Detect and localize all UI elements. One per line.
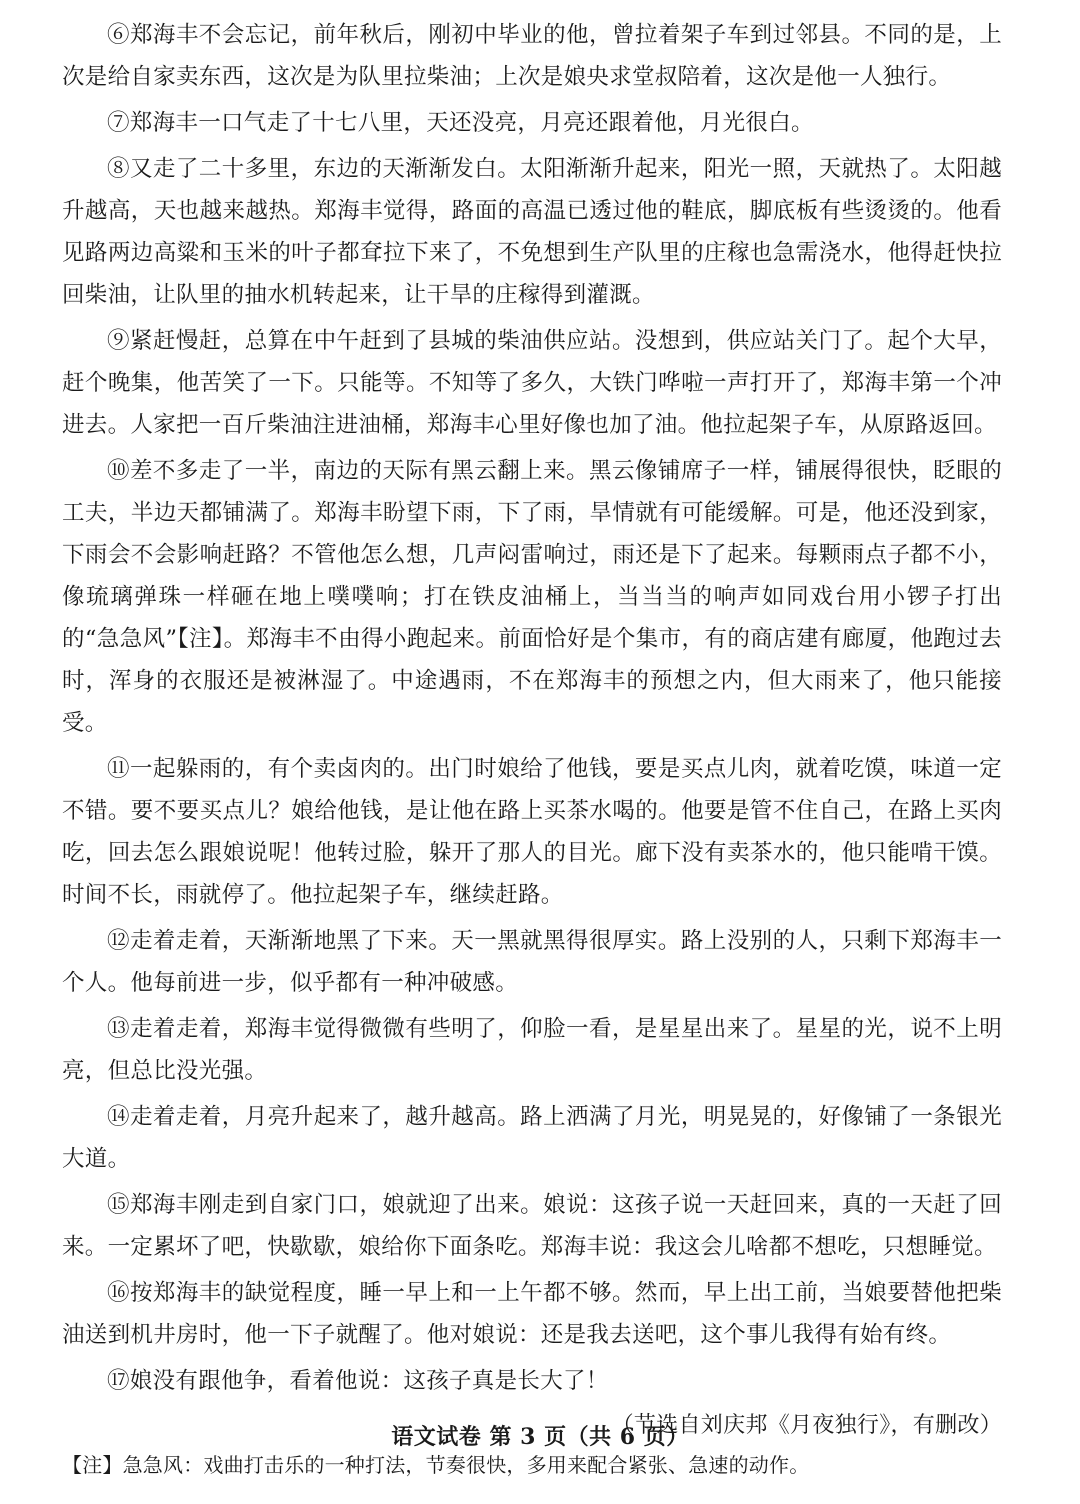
page-footer: 语文试卷 第 3 页（共 6 页） xyxy=(391,1424,689,1450)
article-body xyxy=(62,14,1002,1484)
paragraph-12: ⑫走着走着，天渐渐地黑了下来。天一黑就黑得很厚实。路上没别的人，只剩下郑海丰一个人。他每前进一步，似乎都有一种冲破感。 xyxy=(62,928,1002,996)
source-citation: （节选自刘庆邦《月夜独行》，有删改） xyxy=(611,1413,1002,1438)
paragraph-7: ⑦郑海丰一口气走了十七八里，天还没亮，月亮还跟着他，月光很白。 xyxy=(107,110,814,136)
paragraph-17: ⑰娘没有跟他争，看着他说：这孩子真是长大了！ xyxy=(107,1368,609,1394)
paragraph-6: ⑥郑海丰不会忘记，前年秋后，刚初中毕业的他，曾拉着架子车到过邻县。不同的是，上次是给自家卖东西，这次是为队里拉柴油；上次是娘央求堂叔陪着，这次是他一人独行。 xyxy=(62,22,1002,90)
paragraph-10: ⑩差不多走了一半，南边的天际有黑云翻上来。黑云像铺席子一样，铺展得很快，眨眼的工夫，半边天都铺满了。郑海丰盼望下雨，下了雨，旱情就有可能缓解。可是，他还没到家，下雨会不会影响赶路？不管他怎么想，几声闷雷响过，雨还是下了起来。每颗雨点子都不小，像琉璃弹珠一样砸在地上噗噗响；打在铁皮油桶上，当当当的响声如同戏台用小锣子打出的“急急风”【注】。郑海丰不由得小跑起来。前面恰好是个集市，有的商店建有廊厦，他跑过去时，浑身的衣服还是被淋湿了。中途遇雨，不在郑海丰的预想之内，但大雨来了，他只能接受。 xyxy=(62,458,1002,736)
paragraph-9: ⑨紧赶慢赶，总算在中午赶到了县城的柴油供应站。没想到，供应站关门了。起个大早，赶个晚集，他苦笑了一下。只能等。不知等了多久，大铁门哗啦一声打开了，郑海丰第一个冲进去。人家把一百斤柴油注进油桶，郑海丰心里好像也加了油。他拉起架子车，从原路返回。 xyxy=(62,328,1002,438)
paragraph-14: ⑭走着走着，月亮升起来了，越升越高。路上洒满了月光，明晃晃的，好像铺了一条银光大道。 xyxy=(62,1104,1002,1172)
footnote: 【注】急急风：戏曲打击乐的一种打法，节奏很快，多用来配合紧张、急速的动作。 xyxy=(62,1453,810,1477)
paragraph-13: ⑬走着走着，郑海丰觉得微微有些明了，仰脸一看，是星星出来了。星星的光，说不上明亮，但总比没光强。 xyxy=(62,1016,1002,1084)
paragraph-8: ⑧又走了二十多里，东边的天渐渐发白。太阳渐渐升起来，阳光一照，天就热了。太阳越升越高，天也越来越热。郑海丰觉得，路面的高温已透过他的鞋底，脚底板有些烫烫的。他看见路两边高粱和玉米的叶子都耷拉下来了，不免想到生产队里的庄稼也急需浇水，他得赶快拉回柴油，让队里的抽水机转起来，让干旱的庄稼得到灌溉。 xyxy=(62,156,1002,308)
paragraph-11: ⑪一起躲雨的，有个卖卤肉的。出门时娘给了他钱，要是买点儿肉，就着吃馍，味道一定不错。要不要买点儿？娘给他钱，是让他在路上买茶水喝的。他要是管不住自己，在路上买肉吃，回去怎么跟娘说呢！他转过脸，躲开了那人的目光。廊下没有卖茶水的，他只能啃干馍。时间不长，雨就停了。他拉起架子车，继续赶路。 xyxy=(62,756,1002,908)
paragraph-16: ⑯按郑海丰的缺觉程度，睡一早上和一上午都不够。然而，早上出工前，当娘要替他把柴油送到机井房时，他一下子就醒了。他对娘说：还是我去送吧，这个事儿我得有始有终。 xyxy=(62,1280,1002,1348)
paragraph-15: ⑮郑海丰刚走到自家门口，娘就迎了出来。娘说：这孩子说一天赶回来，真的一天赶了回来。一定累坏了吧，快歇歇，娘给你下面条吃。郑海丰说：我这会儿啥都不想吃，只想睡觉。 xyxy=(62,1192,1002,1260)
